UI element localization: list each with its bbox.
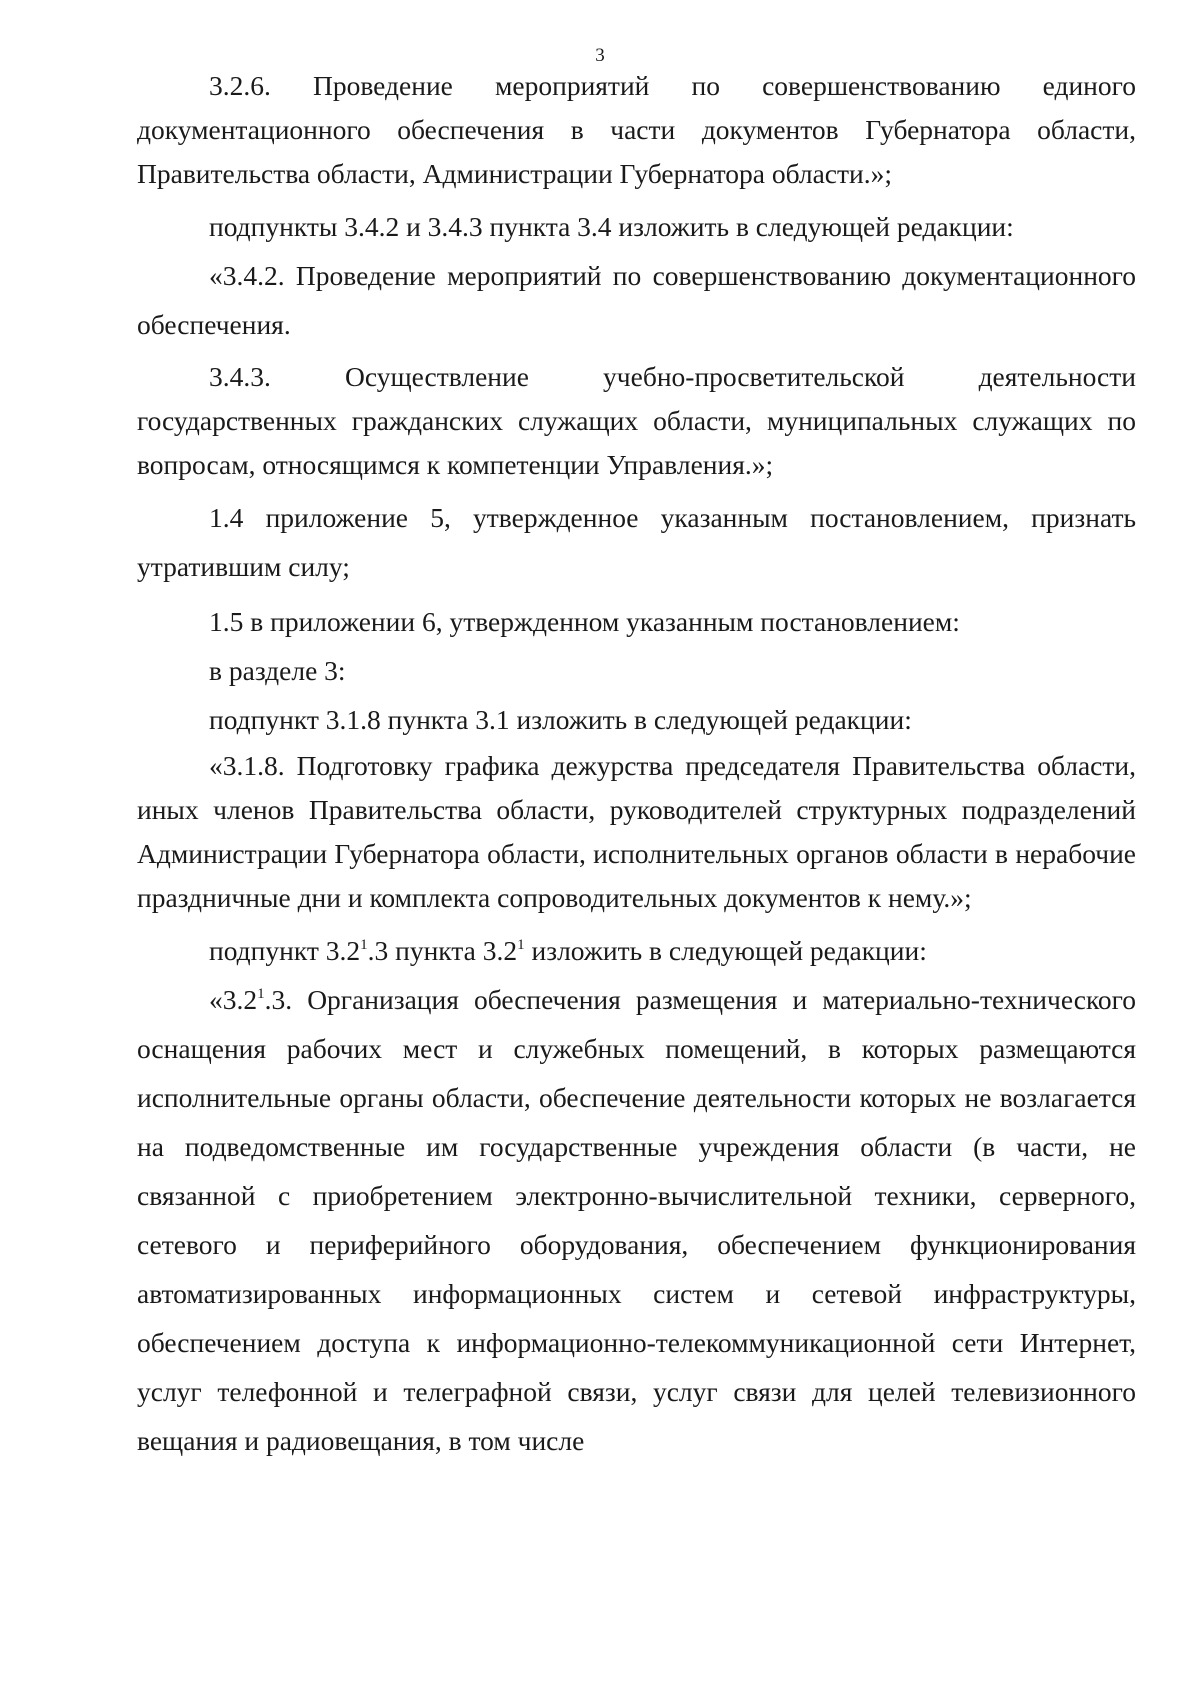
superscript: 1 <box>257 986 265 1002</box>
text-run: изложить в следующей редакции: <box>524 935 927 966</box>
paragraph-3-2-1-3 <box>137 975 1136 1465</box>
text-run: «3.2 <box>209 984 258 1015</box>
text-run: подпункт 3.2 <box>209 935 361 966</box>
paragraph-amend-3-1-8: подпункт 3.1.8 пункта 3.1 изложить в следующей редакции: <box>209 704 912 735</box>
text-run: .3. Организация обеспечения размещения и материально-технического оснащения рабочих мест и служебных помещений, в которых размещаются исполнительные органы области, обеспечение деятельности которых не возлагается на подведомственные им государственные учреждения области (в части, не связанной с приобретением электронно-вычислительной техники, серверного, сетевого и периферийного оборудования, обеспечением функционирования автоматизированных информационных систем и сетевой инфраструктуры, обеспечением доступа к информационно-телекоммуникационной сети Интернет, услуг телефонной и телеграфной связи, услуг связи для целей телевизионного вещания и радиовещания, в том числе <box>137 984 1136 1456</box>
superscript: 1 <box>517 937 525 953</box>
document-body <box>137 64 1136 1465</box>
paragraph-3-1-8: «3.1.8. Подготовку графика дежурства председателя Правительства области, иных членов Правительства области, руководителей структурных подразделений Администрации Губернатора области, исполнительных органов области в нерабочие праздничные дни и комплекта сопроводительных документов к нему.»; <box>137 750 1136 913</box>
superscript: 1 <box>360 937 368 953</box>
paragraph-3-4-2: «3.4.2. Проведение мероприятий по совершенствованию документационного обеспечения. <box>137 260 1136 340</box>
text-run: .3 пункта 3.2 <box>367 935 518 966</box>
page-number: 3 <box>595 45 605 66</box>
paragraph-amend-3-4: подпункты 3.4.2 и 3.4.3 пункта 3.4 изложить в следующей редакции: <box>209 211 1014 242</box>
paragraph-3-4-3: 3.4.3. Осуществление учебно-просветительской деятельности государственных гражданских служащих области, муниципальных служащих по вопросам, относящимся к компетенции Управления.»; <box>137 361 1136 480</box>
paragraph-3-2-6: 3.2.6. Проведение мероприятий по совершенствованию единого документационного обеспечения в части документов Губернатора области, Правительства области, Администрации Губернатора области.»; <box>137 70 1136 189</box>
paragraph-1-4: 1.4 приложение 5, утвержденное указанным постановлением, признать утратившим силу; <box>137 502 1136 582</box>
paragraph-section-3: в разделе 3: <box>209 655 346 686</box>
paragraph-1-5: 1.5 в приложении 6, утвержденном указанным постановлением: <box>209 606 960 637</box>
paragraph-amend-3-2-1-3 <box>137 926 1136 975</box>
